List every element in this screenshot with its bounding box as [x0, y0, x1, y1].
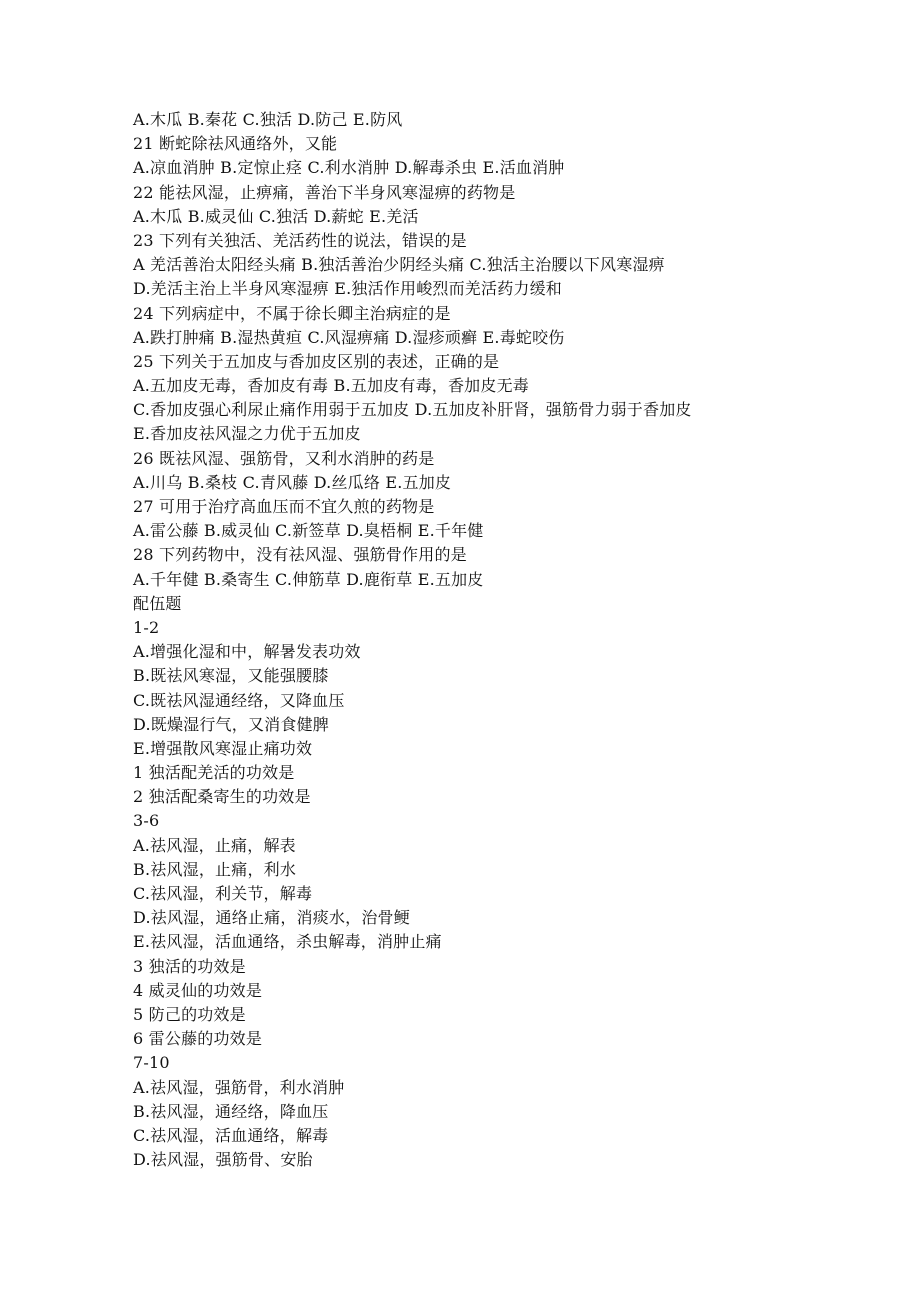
options-line: A.跌打肿痛 B.湿热黄疸 C.风湿痹痛 D.湿疹顽癣 E.毒蛇咬伤	[133, 327, 565, 347]
question-line: 21 断蛇除祛风通络外，又能	[133, 134, 338, 154]
option-line: A.祛风湿，止痛，解表	[133, 835, 296, 855]
question-line: 4 威灵仙的功效是	[133, 980, 263, 1000]
options-line: E.香加皮祛风湿之力优于五加皮	[133, 424, 361, 444]
question-line: 3 独活的功效是	[133, 956, 246, 976]
question-line: 22 能祛风湿，止痹痛，善治下半身风寒湿痹的药物是	[133, 182, 516, 202]
question-line: 2 独活配桑寄生的功效是	[133, 787, 311, 807]
question-line: 5 防己的功效是	[133, 1004, 246, 1024]
group-range: 1-2	[133, 617, 160, 637]
option-line: E.祛风湿，活血通络，杀虫解毒，消肿止痛	[133, 932, 442, 952]
option-line: C.祛风湿，利关节，解毒	[133, 884, 313, 903]
options-line: A.川乌 B.桑枝 C.青风藤 D.丝瓜络 E.五加皮	[133, 472, 452, 492]
group-range: 3-6	[133, 811, 160, 831]
options-line: A.五加皮无毒，香加皮有毒 B.五加皮有毒，香加皮无毒	[133, 376, 529, 396]
question-line: 28 下列药物中，没有祛风湿、强筋骨作用的是	[133, 545, 467, 565]
question-line: 1 独活配羌活的功效是	[133, 763, 295, 783]
option-line: C.祛风湿，活血通络，解毒	[133, 1125, 329, 1145]
option-line: A.祛风湿，强筋骨，利水消肿	[133, 1077, 345, 1097]
options-line: D.羌活主治上半身风寒湿痹 E.独活作用峻烈而羌活药力缓和	[133, 279, 562, 299]
option-line: D.祛风湿，强筋骨、安胎	[133, 1150, 313, 1170]
section-heading: 配伍题	[133, 593, 182, 613]
option-line: B.祛风湿，通经络，降血压	[133, 1101, 329, 1121]
options-line: A.雷公藤 B.威灵仙 C.新签草 D.臭梧桐 E.千年健	[133, 521, 484, 541]
question-line: 26 既祛风湿、强筋骨，又利水消肿的药是	[133, 448, 435, 468]
option-line: D.既燥湿行气，又消食健脾	[133, 714, 329, 734]
question-line: 6 雷公藤的功效是	[133, 1029, 263, 1049]
option-line: D.祛风湿，通络止痛，消痰水，治骨鲠	[133, 908, 410, 928]
options-line: C.香加皮强心利尿止痛作用弱于五加皮 D.五加皮补肝肾，强筋骨力弱于香加皮	[133, 400, 692, 420]
question-line: 25 下列关于五加皮与香加皮区别的表述，正确的是	[133, 351, 500, 371]
question-line: 23 下列有关独活、羌活药性的说法，错误的是	[133, 230, 467, 250]
text-line: A.木瓜 B.秦花 C.独活 D.防己 E.防风	[133, 110, 403, 129]
option-line: B.祛风湿，止痛，利水	[133, 859, 297, 879]
group-range: 7-10	[133, 1053, 170, 1073]
option-line: A.增强化湿和中，解暑发表功效	[133, 642, 361, 662]
option-line: E.增强散风寒湿止痛功效	[133, 738, 313, 758]
option-line: B.既祛风寒湿，又能强腰膝	[133, 666, 329, 686]
option-line: C.既祛风湿通经络，又降血压	[133, 690, 345, 710]
options-line: A.凉血消肿 B.定惊止痉 C.利水消肿 D.解毒杀虫 E.活血消肿	[133, 158, 565, 178]
question-line: 27 可用于治疗高血压而不宜久煎的药物是	[133, 497, 435, 516]
options-line: A 羌活善治太阳经头痛 B.独活善治少阴经头痛 C.独活主治腰以下风寒湿痹	[133, 255, 665, 275]
options-line: A.千年健 B.桑寄生 C.伸筋草 D.鹿衔草 E.五加皮	[133, 569, 484, 589]
options-line: A.木瓜 B.威灵仙 C.独活 D.薪蛇 E.羌活	[133, 206, 419, 226]
question-line: 24 下列病症中，不属于徐长卿主治病症的是	[133, 303, 451, 323]
document-page	[133, 108, 893, 1172]
